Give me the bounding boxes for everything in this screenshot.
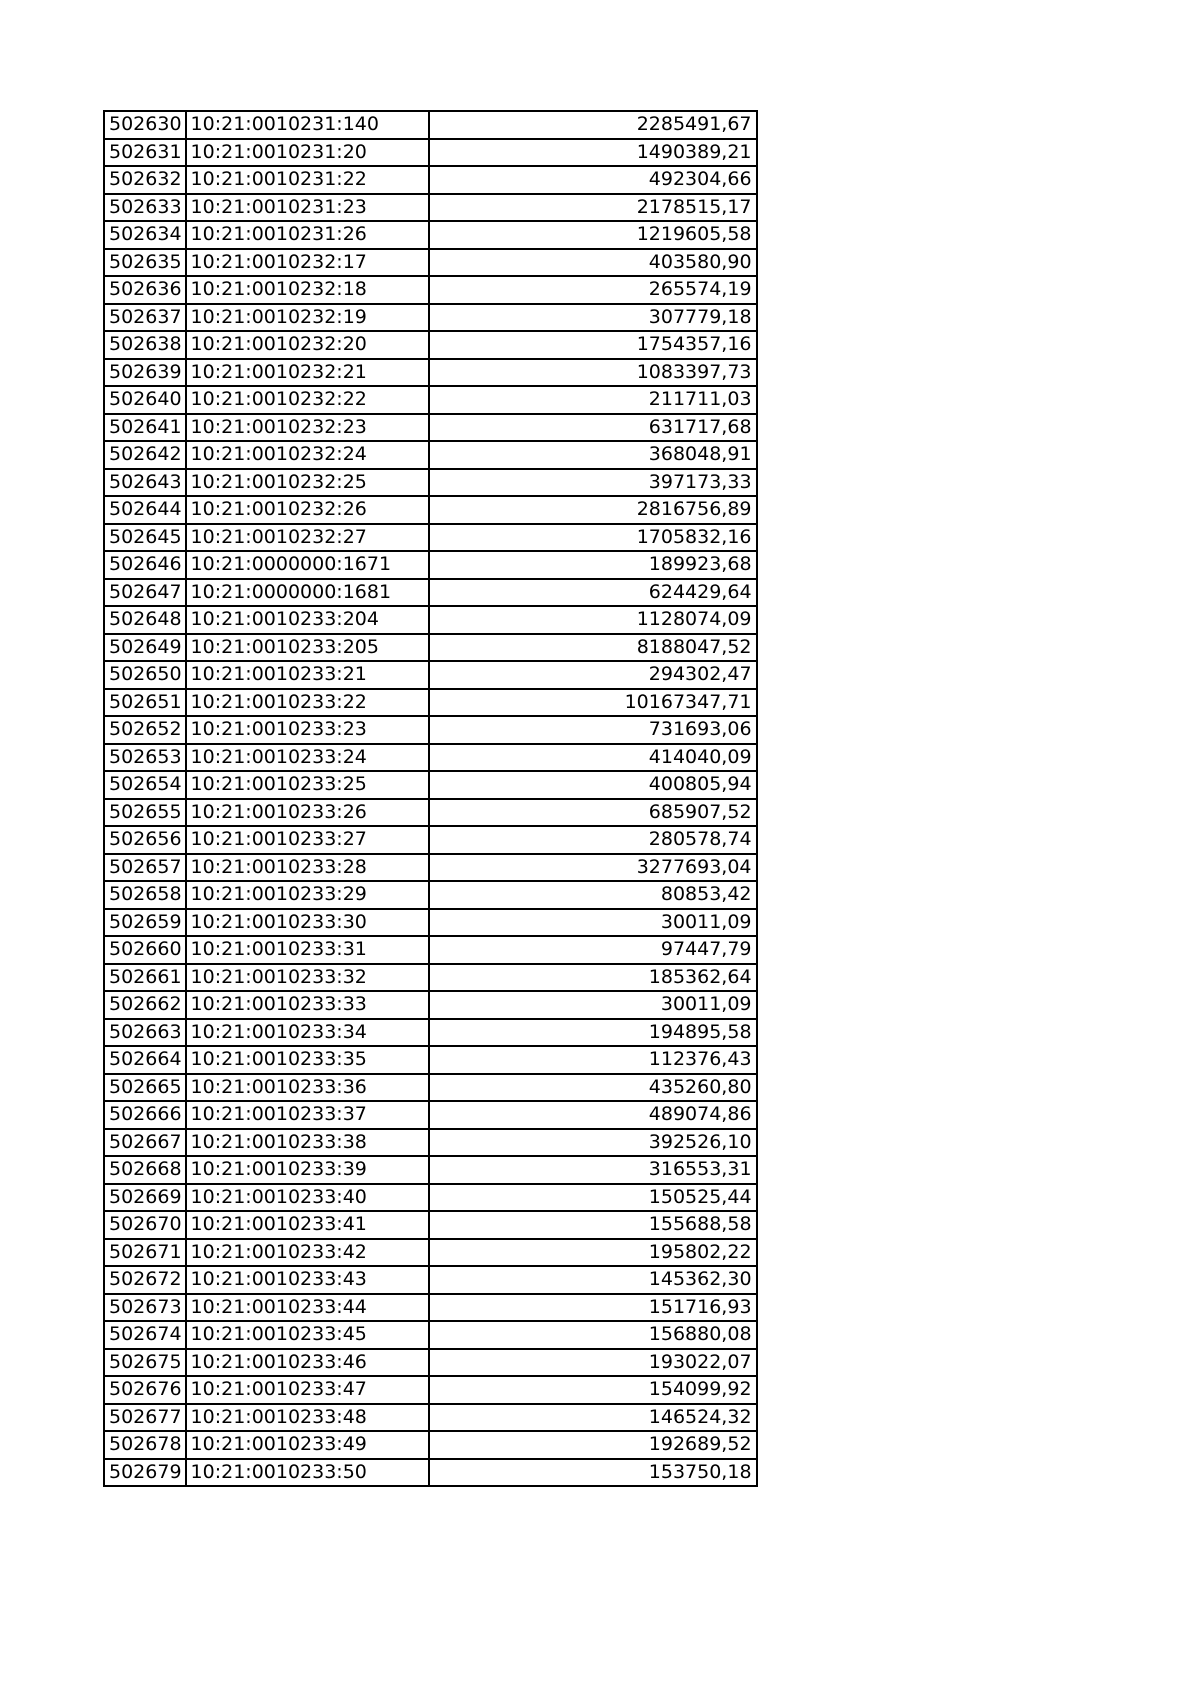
row-id-cell: 502662 bbox=[104, 991, 186, 1019]
table-row bbox=[104, 1211, 757, 1239]
cadastral-number-cell: 10:21:0010231:22 bbox=[186, 166, 429, 194]
cadastral-number-cell: 10:21:0010233:49 bbox=[186, 1431, 429, 1459]
cadastral-number-cell: 10:21:0010231:23 bbox=[186, 194, 429, 222]
value-cell: 403580,90 bbox=[429, 249, 757, 277]
cadastral-number-cell: 10:21:0010233:39 bbox=[186, 1156, 429, 1184]
cadastral-number-cell: 10:21:0010233:205 bbox=[186, 634, 429, 662]
cadastral-number-cell: 10:21:0010232:17 bbox=[186, 249, 429, 277]
cadastral-number-cell: 10:21:0010232:27 bbox=[186, 524, 429, 552]
cadastral-number-cell: 10:21:0010232:22 bbox=[186, 386, 429, 414]
value-cell: 156880,08 bbox=[429, 1321, 757, 1349]
row-id-cell: 502655 bbox=[104, 799, 186, 827]
cadastral-number-cell: 10:21:0010233:33 bbox=[186, 991, 429, 1019]
table-row bbox=[104, 661, 757, 689]
table-row bbox=[104, 1294, 757, 1322]
table-row bbox=[104, 634, 757, 662]
value-cell: 2178515,17 bbox=[429, 194, 757, 222]
row-id-cell: 502652 bbox=[104, 716, 186, 744]
value-cell: 489074,86 bbox=[429, 1101, 757, 1129]
cadastral-number-cell: 10:21:0010233:40 bbox=[186, 1184, 429, 1212]
cadastral-number-cell: 10:21:0010233:37 bbox=[186, 1101, 429, 1129]
row-id-cell: 502661 bbox=[104, 964, 186, 992]
table-row bbox=[104, 276, 757, 304]
value-cell: 8188047,52 bbox=[429, 634, 757, 662]
cadastral-number-cell: 10:21:0010233:35 bbox=[186, 1046, 429, 1074]
table-row bbox=[104, 909, 757, 937]
table-row bbox=[104, 881, 757, 909]
cadastral-number-cell: 10:21:0010233:24 bbox=[186, 744, 429, 772]
row-id-cell: 502650 bbox=[104, 661, 186, 689]
row-id-cell: 502653 bbox=[104, 744, 186, 772]
value-cell: 30011,09 bbox=[429, 909, 757, 937]
row-id-cell: 502676 bbox=[104, 1376, 186, 1404]
table-row bbox=[104, 964, 757, 992]
table-row bbox=[104, 1431, 757, 1459]
table-row bbox=[104, 1019, 757, 1047]
table-row bbox=[104, 194, 757, 222]
value-cell: 195802,22 bbox=[429, 1239, 757, 1267]
cadastral-number-cell: 10:21:0010233:26 bbox=[186, 799, 429, 827]
table-row bbox=[104, 1184, 757, 1212]
value-cell: 151716,93 bbox=[429, 1294, 757, 1322]
cadastral-number-cell: 10:21:0010233:22 bbox=[186, 689, 429, 717]
cadastral-number-cell: 10:21:0010233:42 bbox=[186, 1239, 429, 1267]
row-id-cell: 502631 bbox=[104, 139, 186, 167]
row-id-cell: 502636 bbox=[104, 276, 186, 304]
table-row bbox=[104, 1101, 757, 1129]
cadastral-number-cell: 10:21:0010233:36 bbox=[186, 1074, 429, 1102]
value-cell: 1490389,21 bbox=[429, 139, 757, 167]
row-id-cell: 502651 bbox=[104, 689, 186, 717]
cadastral-number-cell: 10:21:0010232:24 bbox=[186, 441, 429, 469]
data-table bbox=[103, 110, 758, 1487]
row-id-cell: 502649 bbox=[104, 634, 186, 662]
value-cell: 280578,74 bbox=[429, 826, 757, 854]
table-row bbox=[104, 524, 757, 552]
cadastral-number-cell: 10:21:0010233:32 bbox=[186, 964, 429, 992]
value-cell: 30011,09 bbox=[429, 991, 757, 1019]
row-id-cell: 502633 bbox=[104, 194, 186, 222]
value-cell: 155688,58 bbox=[429, 1211, 757, 1239]
cadastral-number-cell: 10:21:0010233:21 bbox=[186, 661, 429, 689]
value-cell: 392526,10 bbox=[429, 1129, 757, 1157]
table-row bbox=[104, 716, 757, 744]
cadastral-number-cell: 10:21:0010232:21 bbox=[186, 359, 429, 387]
value-cell: 1705832,16 bbox=[429, 524, 757, 552]
cadastral-number-cell: 10:21:0010231:20 bbox=[186, 139, 429, 167]
row-id-cell: 502665 bbox=[104, 1074, 186, 1102]
cadastral-number-cell: 10:21:0010233:46 bbox=[186, 1349, 429, 1377]
value-cell: 211711,03 bbox=[429, 386, 757, 414]
table-row bbox=[104, 744, 757, 772]
value-cell: 1754357,16 bbox=[429, 331, 757, 359]
row-id-cell: 502640 bbox=[104, 386, 186, 414]
table-row bbox=[104, 1156, 757, 1184]
table-row bbox=[104, 139, 757, 167]
row-id-cell: 502675 bbox=[104, 1349, 186, 1377]
cadastral-number-cell: 10:21:0010233:48 bbox=[186, 1404, 429, 1432]
row-id-cell: 502670 bbox=[104, 1211, 186, 1239]
table-row bbox=[104, 386, 757, 414]
value-cell: 189923,68 bbox=[429, 551, 757, 579]
table-row bbox=[104, 441, 757, 469]
row-id-cell: 502647 bbox=[104, 579, 186, 607]
row-id-cell: 502630 bbox=[104, 111, 186, 139]
cadastral-number-cell: 10:21:0010231:26 bbox=[186, 221, 429, 249]
table-row bbox=[104, 1074, 757, 1102]
cadastral-number-cell: 10:21:0010232:23 bbox=[186, 414, 429, 442]
row-id-cell: 502668 bbox=[104, 1156, 186, 1184]
row-id-cell: 502672 bbox=[104, 1266, 186, 1294]
cadastral-number-cell: 10:21:0010233:45 bbox=[186, 1321, 429, 1349]
table-row bbox=[104, 414, 757, 442]
value-cell: 1083397,73 bbox=[429, 359, 757, 387]
table-row bbox=[104, 799, 757, 827]
cadastral-number-cell: 10:21:0010233:28 bbox=[186, 854, 429, 882]
cadastral-number-cell: 10:21:0010233:29 bbox=[186, 881, 429, 909]
cadastral-number-cell: 10:21:0010233:41 bbox=[186, 1211, 429, 1239]
row-id-cell: 502671 bbox=[104, 1239, 186, 1267]
row-id-cell: 502637 bbox=[104, 304, 186, 332]
cadastral-number-cell: 10:21:0010233:43 bbox=[186, 1266, 429, 1294]
table-row bbox=[104, 579, 757, 607]
table-row bbox=[104, 551, 757, 579]
table-row bbox=[104, 1321, 757, 1349]
value-cell: 265574,19 bbox=[429, 276, 757, 304]
value-cell: 492304,66 bbox=[429, 166, 757, 194]
row-id-cell: 502657 bbox=[104, 854, 186, 882]
row-id-cell: 502643 bbox=[104, 469, 186, 497]
table-row bbox=[104, 359, 757, 387]
row-id-cell: 502638 bbox=[104, 331, 186, 359]
value-cell: 194895,58 bbox=[429, 1019, 757, 1047]
table-row bbox=[104, 111, 757, 139]
value-cell: 400805,94 bbox=[429, 771, 757, 799]
row-id-cell: 502639 bbox=[104, 359, 186, 387]
cadastral-number-cell: 10:21:0010233:30 bbox=[186, 909, 429, 937]
table-row bbox=[104, 1046, 757, 1074]
row-id-cell: 502674 bbox=[104, 1321, 186, 1349]
row-id-cell: 502634 bbox=[104, 221, 186, 249]
value-cell: 150525,44 bbox=[429, 1184, 757, 1212]
cadastral-number-cell: 10:21:0000000:1671 bbox=[186, 551, 429, 579]
row-id-cell: 502644 bbox=[104, 496, 186, 524]
cadastral-number-cell: 10:21:0010233:44 bbox=[186, 1294, 429, 1322]
value-cell: 10167347,71 bbox=[429, 689, 757, 717]
table-row bbox=[104, 1129, 757, 1157]
cadastral-number-cell: 10:21:0010233:25 bbox=[186, 771, 429, 799]
cadastral-number-cell: 10:21:0010231:140 bbox=[186, 111, 429, 139]
row-id-cell: 502648 bbox=[104, 606, 186, 634]
value-cell: 112376,43 bbox=[429, 1046, 757, 1074]
cadastral-number-cell: 10:21:0010232:19 bbox=[186, 304, 429, 332]
table-row bbox=[104, 689, 757, 717]
row-id-cell: 502632 bbox=[104, 166, 186, 194]
value-cell: 193022,07 bbox=[429, 1349, 757, 1377]
cadastral-number-cell: 10:21:0010232:25 bbox=[186, 469, 429, 497]
row-id-cell: 502679 bbox=[104, 1459, 186, 1487]
value-cell: 192689,52 bbox=[429, 1431, 757, 1459]
value-cell: 185362,64 bbox=[429, 964, 757, 992]
row-id-cell: 502645 bbox=[104, 524, 186, 552]
value-cell: 731693,06 bbox=[429, 716, 757, 744]
row-id-cell: 502667 bbox=[104, 1129, 186, 1157]
value-cell: 2285491,67 bbox=[429, 111, 757, 139]
cadastral-number-cell: 10:21:0010233:27 bbox=[186, 826, 429, 854]
table-row bbox=[104, 1404, 757, 1432]
value-cell: 397173,33 bbox=[429, 469, 757, 497]
table-row bbox=[104, 771, 757, 799]
row-id-cell: 502642 bbox=[104, 441, 186, 469]
value-cell: 1219605,58 bbox=[429, 221, 757, 249]
cadastral-number-cell: 10:21:0010232:20 bbox=[186, 331, 429, 359]
table-row bbox=[104, 221, 757, 249]
table-row bbox=[104, 1376, 757, 1404]
table-row bbox=[104, 166, 757, 194]
cadastral-number-cell: 10:21:0010232:26 bbox=[186, 496, 429, 524]
cadastral-number-cell: 10:21:0010233:31 bbox=[186, 936, 429, 964]
value-cell: 146524,32 bbox=[429, 1404, 757, 1432]
table-row bbox=[104, 1349, 757, 1377]
table-row bbox=[104, 826, 757, 854]
cadastral-number-cell: 10:21:0010232:18 bbox=[186, 276, 429, 304]
cadastral-number-cell: 10:21:0010233:204 bbox=[186, 606, 429, 634]
row-id-cell: 502654 bbox=[104, 771, 186, 799]
row-id-cell: 502656 bbox=[104, 826, 186, 854]
table-row bbox=[104, 304, 757, 332]
cadastral-number-cell: 10:21:0010233:38 bbox=[186, 1129, 429, 1157]
row-id-cell: 502677 bbox=[104, 1404, 186, 1432]
row-id-cell: 502635 bbox=[104, 249, 186, 277]
value-cell: 435260,80 bbox=[429, 1074, 757, 1102]
row-id-cell: 502659 bbox=[104, 909, 186, 937]
cadastral-number-cell: 10:21:0010233:23 bbox=[186, 716, 429, 744]
value-cell: 80853,42 bbox=[429, 881, 757, 909]
value-cell: 294302,47 bbox=[429, 661, 757, 689]
table-row bbox=[104, 1459, 757, 1487]
value-cell: 368048,91 bbox=[429, 441, 757, 469]
cadastral-number-cell: 10:21:0000000:1681 bbox=[186, 579, 429, 607]
value-cell: 145362,30 bbox=[429, 1266, 757, 1294]
value-cell: 624429,64 bbox=[429, 579, 757, 607]
value-cell: 97447,79 bbox=[429, 936, 757, 964]
value-cell: 153750,18 bbox=[429, 1459, 757, 1487]
table-row bbox=[104, 249, 757, 277]
row-id-cell: 502678 bbox=[104, 1431, 186, 1459]
table-row bbox=[104, 331, 757, 359]
row-id-cell: 502664 bbox=[104, 1046, 186, 1074]
row-id-cell: 502666 bbox=[104, 1101, 186, 1129]
table-row bbox=[104, 1239, 757, 1267]
cadastral-number-cell: 10:21:0010233:34 bbox=[186, 1019, 429, 1047]
value-cell: 307779,18 bbox=[429, 304, 757, 332]
row-id-cell: 502663 bbox=[104, 1019, 186, 1047]
row-id-cell: 502641 bbox=[104, 414, 186, 442]
value-cell: 414040,09 bbox=[429, 744, 757, 772]
table-row bbox=[104, 496, 757, 524]
cadastral-number-cell: 10:21:0010233:50 bbox=[186, 1459, 429, 1487]
value-cell: 154099,92 bbox=[429, 1376, 757, 1404]
value-cell: 685907,52 bbox=[429, 799, 757, 827]
row-id-cell: 502646 bbox=[104, 551, 186, 579]
table-row bbox=[104, 991, 757, 1019]
table-row bbox=[104, 1266, 757, 1294]
value-cell: 631717,68 bbox=[429, 414, 757, 442]
value-cell: 3277693,04 bbox=[429, 854, 757, 882]
table-row bbox=[104, 606, 757, 634]
table-row bbox=[104, 854, 757, 882]
table-row bbox=[104, 469, 757, 497]
row-id-cell: 502669 bbox=[104, 1184, 186, 1212]
row-id-cell: 502658 bbox=[104, 881, 186, 909]
row-id-cell: 502673 bbox=[104, 1294, 186, 1322]
cadastral-number-cell: 10:21:0010233:47 bbox=[186, 1376, 429, 1404]
value-cell: 2816756,89 bbox=[429, 496, 757, 524]
table-row bbox=[104, 936, 757, 964]
value-cell: 316553,31 bbox=[429, 1156, 757, 1184]
value-cell: 1128074,09 bbox=[429, 606, 757, 634]
row-id-cell: 502660 bbox=[104, 936, 186, 964]
table-body bbox=[104, 111, 757, 1486]
